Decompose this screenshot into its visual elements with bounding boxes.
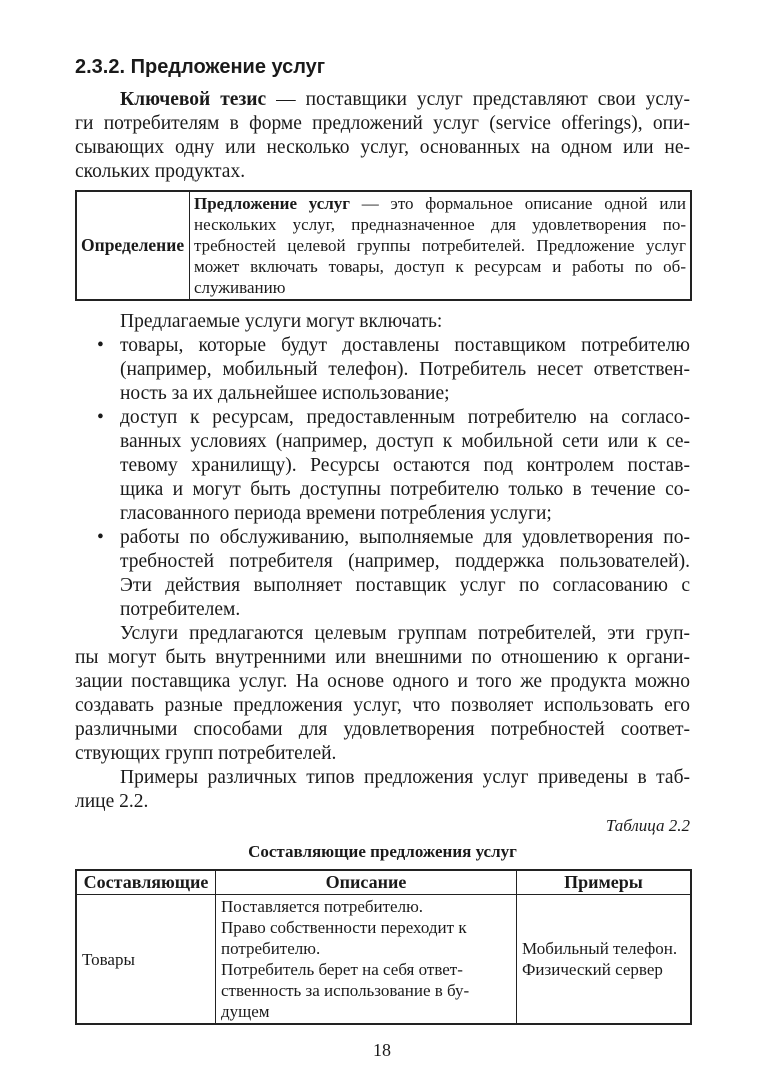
text-line: Право собственности переходит к: [221, 918, 467, 937]
description-cell: [216, 895, 517, 1025]
text-line: Физический сервер: [522, 960, 663, 979]
text-line: Услуги предлагаются целевым группам потребителей, эти груп-: [120, 623, 690, 644]
intro-line: Предлагаемые услуги могут включать:: [120, 311, 443, 332]
text-line: служиванию: [194, 278, 286, 297]
column-header: Примеры: [517, 870, 692, 895]
text-line: — это формальное описание одной или: [350, 194, 686, 213]
bullet-icon: •: [97, 527, 104, 548]
text-line: нескольких услуг, предназначенное для удовлетворения по-: [194, 215, 686, 234]
body-text: [75, 310, 690, 814]
text-line: пы могут быть внутренними или внешними по отношению к органи-: [75, 647, 690, 668]
definition-box: [75, 190, 692, 301]
section-heading: 2.3.2. Предложение услуг: [75, 56, 326, 78]
bullet-icon: •: [97, 335, 104, 356]
bullet-item: [75, 334, 690, 406]
text-line: ствующих групп потребителей.: [75, 743, 337, 764]
table-title: Составляющие предложения услуг: [248, 842, 517, 861]
page-number: 18: [373, 1040, 391, 1060]
text-line: Эти действия выполняет поставщик услуг по согласованию с: [120, 575, 690, 596]
text-line: создавать разные предложения услуг, что позволяет использовать его: [75, 695, 690, 716]
text-line: гласованного периода времени потребления услуги;: [120, 503, 552, 524]
text-line: Поставляется потребителю.: [221, 897, 424, 916]
table-row: [76, 895, 691, 1025]
definition-term: Предложение услуг: [194, 194, 351, 213]
column-header: Описание: [216, 870, 517, 895]
text-line: требностей потребителя (например, поддержка пользователей).: [120, 551, 690, 572]
definition-text: [190, 191, 692, 300]
components-table: [75, 869, 692, 1025]
component-cell: Товары: [76, 895, 216, 1025]
text-line: Примеры различных типов предложения услуг приведены в таб-: [120, 767, 690, 788]
examples-cell: [517, 895, 692, 1025]
definition-label: Определение: [76, 191, 190, 300]
text-line: тевому хранилищу). Ресурсы остаются под контролем постав-: [120, 455, 690, 476]
text-line: потребителем.: [120, 599, 241, 620]
text-line: требностей целевой группы потребителей. Предложение услуг: [194, 236, 686, 255]
text-line: зации поставщика услуг. На основе одного и того же продукта можно: [75, 671, 690, 692]
text-line: скольких продуктах.: [75, 161, 246, 182]
text-line: работы по обслуживанию, выполняемые для удовлетворения по-: [120, 527, 690, 548]
key-thesis-paragraph: [75, 88, 690, 184]
text-line: товары, которые будут доставлены поставщиком потребителю: [120, 335, 690, 356]
text-line: ги потребителям в форме предложений услуг (service offerings), опи-: [75, 113, 690, 134]
text-line: Потребитель берет на себя ответ-: [221, 960, 463, 979]
text-line: дущем: [221, 1002, 270, 1021]
text-line: щика и могут быть доступны потребителю только в течение со-: [120, 479, 690, 500]
bullet-item: [75, 406, 690, 526]
bullet-icon: •: [97, 407, 104, 428]
text-line: может включать товары, доступ к ресурсам и работы по об-: [194, 257, 686, 276]
bullet-item: [75, 526, 690, 622]
text-line: ванных условиях (например, доступ к мобильной сети или к се-: [120, 431, 690, 452]
table-caption: Таблица 2.2: [605, 816, 690, 835]
text-line: (например, мобильный телефон). Потребитель несет ответствен-: [120, 359, 690, 380]
table-header-row: [76, 870, 691, 895]
text-line: лице 2.2.: [75, 791, 149, 812]
text-line: ственность за использование в бу-: [221, 981, 470, 1000]
text-line: сывающих одну или несколько услуг, основанных на одном или не-: [75, 137, 690, 158]
text-line: Мобильный телефон.: [522, 939, 678, 958]
text-line: различными способами для удовлетворения потребностей соответ-: [75, 719, 690, 740]
text-line: доступ к ресурсам, предоставленным потребителю на согласо-: [120, 407, 690, 428]
text-line: — поставщики услуг представляют свои услу-: [266, 89, 691, 110]
text-line: ность за их дальнейшее использование;: [120, 383, 450, 404]
text-line: потребителю.: [221, 939, 321, 958]
thesis-label: Ключевой тезис: [120, 89, 267, 110]
column-header: Составляющие: [76, 870, 216, 895]
